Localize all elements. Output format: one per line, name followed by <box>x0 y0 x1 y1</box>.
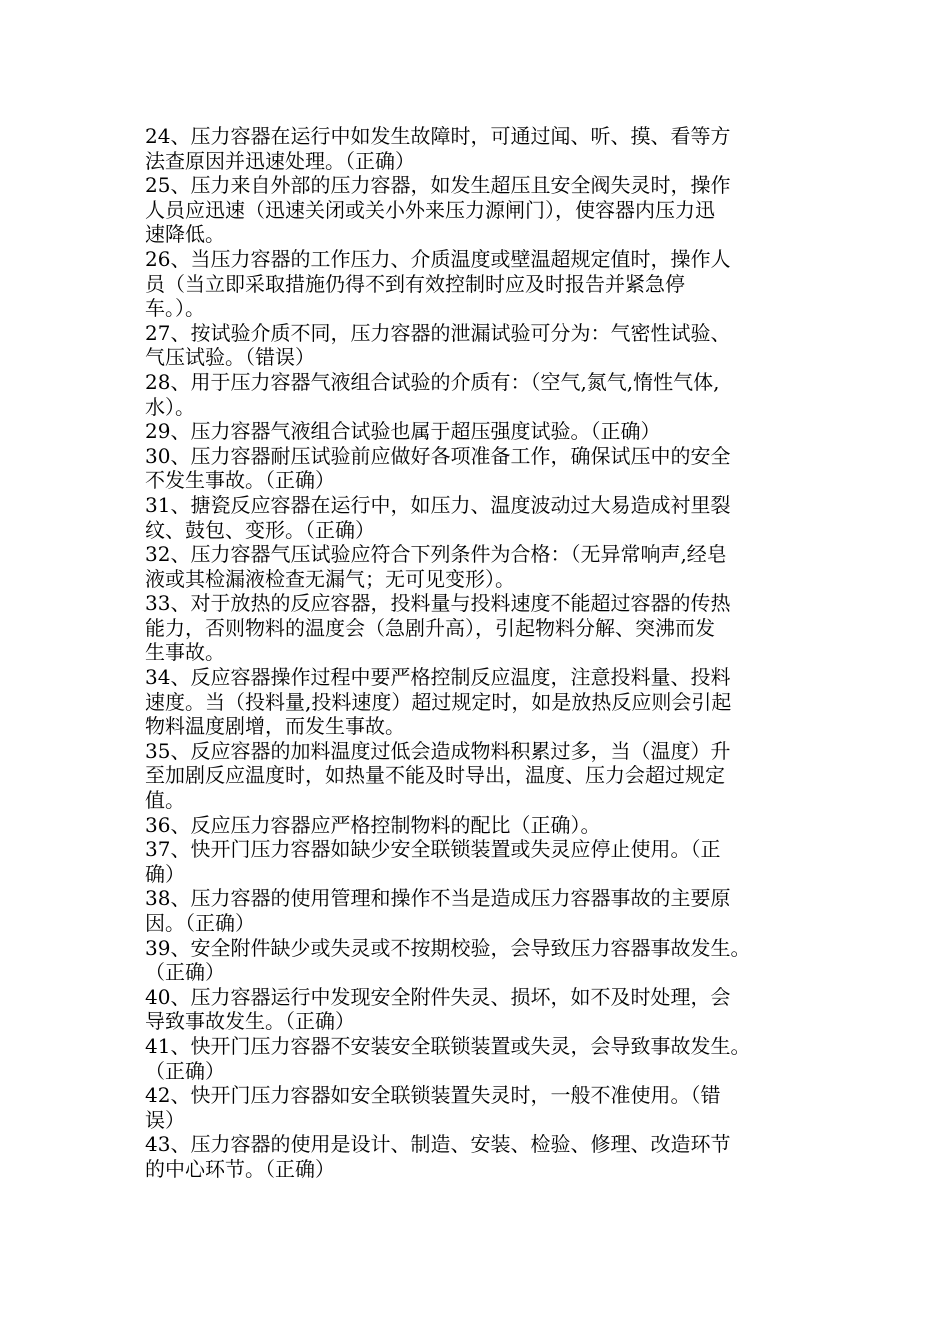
text-line: 法查原因并迅速处理。（正确） <box>145 148 415 173</box>
text-line: 32、压力容器气压试验应符合下列条件为合格：（无异常响声,经皂 <box>145 542 727 567</box>
text-line: 水）。 <box>145 394 195 419</box>
text-line: （正确） <box>145 960 225 985</box>
text-line: 40、压力容器运行中发现安全附件失灵、损坏，如不及时处理，会 <box>145 984 731 1009</box>
text-line: 因。（正确） <box>145 911 255 935</box>
text-line: 43、压力容器的使用是设计、制造、安装、检验、修理、改造环节 <box>145 1132 731 1157</box>
text-line: 41、快开门压力容器不安装安全联锁装置或失灵，会导致事故发生。 <box>145 1033 751 1058</box>
text-line: 不发生事故。（正确） <box>145 468 335 493</box>
text-line: 气压试验。（错误） <box>145 345 315 370</box>
text-line: 导致事故发生。（正确） <box>145 1009 355 1034</box>
text-line: 36、反应压力容器应严格控制物料的配比（正确）。 <box>145 812 601 837</box>
text-line: 38、压力容器的使用管理和操作不当是造成压力容器事故的主要原 <box>145 886 731 911</box>
text-line: 25、压力来自外部的压力容器，如发生超压且安全阀失灵时，操作 <box>145 173 731 198</box>
text-line: 员（当立即采取措施仍得不到有效控制时应及时报告并紧急停 <box>145 271 685 296</box>
text-line: 37、快开门压力容器如缺少安全联锁装置或失灵应停止使用。（正 <box>145 837 721 862</box>
text-line: 速度。当（投料量,投料速度）超过规定时，如是放热反应则会引起 <box>145 689 732 714</box>
text-line: 车。）。 <box>145 296 205 321</box>
text-line: 生事故。 <box>145 640 225 665</box>
text-line: 纹、鼓包、变形。（正确） <box>145 517 375 542</box>
text-line: 液或其检漏液检查无漏气；无可见变形）。 <box>145 566 515 591</box>
text-line: 31、搪瓷反应容器在运行中，如压力、温度波动过大易造成衬里裂 <box>145 492 731 517</box>
text-line: 的中心环节。（正确） <box>145 1156 335 1181</box>
text-line: 27、按试验介质不同，压力容器的泄漏试验可分为：气密性试验、 <box>145 320 731 345</box>
text-line: （正确） <box>145 1058 225 1083</box>
text-line: 33、对于放热的反应容器，投料量与投料速度不能超过容器的传热 <box>145 591 731 616</box>
text-line: 26、当压力容器的工作压力、介质温度或壁温超规定值时，操作人 <box>145 246 731 271</box>
text-line: 39、安全附件缺少或失灵或不按期校验，会导致压力容器事故发生。 <box>145 935 751 960</box>
text-line: 能力，否则物料的温度会（急剧升高），引起物料分解、突沸而发 <box>145 615 715 640</box>
text-line: 29、压力容器气液组合试验也属于超压强度试验。（正确） <box>145 419 661 444</box>
text-line: 42、快开门压力容器如安全联锁装置失灵时，一般不准使用。（错 <box>145 1083 721 1108</box>
text-line: 28、用于压力容器气液组合试验的介质有：（空气,氮气,惰性气体, <box>145 369 720 394</box>
text-line: 值。 <box>145 788 185 813</box>
text-line: 至加剧反应温度时，如热量不能及时导出，温度、压力会超过规定 <box>145 763 725 788</box>
text-line: 确） <box>145 861 185 886</box>
text-line: 35、反应容器的加料温度过低会造成物料积累过多，当（温度）升 <box>145 738 731 763</box>
question-list <box>145 124 810 1182</box>
text-line: 物料温度剧增，而发生事故。 <box>145 714 405 739</box>
text-line: 误） <box>145 1107 185 1132</box>
text-line: 34、反应容器操作过程中要严格控制反应温度，注意投料量、投料 <box>145 665 731 690</box>
text-line: 24、压力容器在运行中如发生故障时，可通过闻、听、摸、看等方 <box>145 124 731 148</box>
text-line: 速降低。 <box>145 222 225 247</box>
text-line: 30、压力容器耐压试验前应做好各项准备工作，确保试压中的安全 <box>145 443 731 468</box>
text-line: 人员应迅速（迅速关闭或关小外来压力源闸门），使容器内压力迅 <box>145 197 715 222</box>
